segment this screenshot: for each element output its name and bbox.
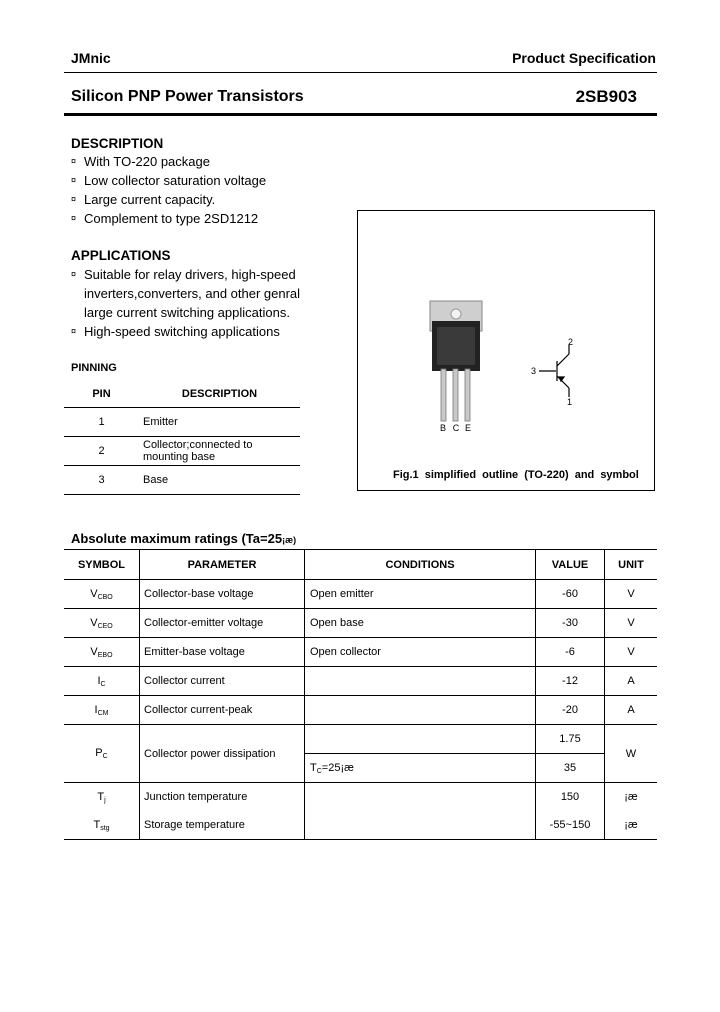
table-row: 1 Emitter — [64, 408, 300, 437]
table-row: $T_{stg}$ Storage temperature -55~150 ¡æ — [64, 811, 657, 840]
bullet-icon: ¤ — [71, 269, 77, 279]
list-item: ¤ High-speed switching applications — [71, 324, 280, 339]
table-row: $V_{CBO}$ Collector-base voltage Open emitter -60 V — [64, 580, 657, 609]
bullet-icon: ¤ — [71, 156, 77, 166]
page-title: Silicon PNP Power Transistors — [71, 88, 304, 105]
pnp-transistor-symbol-icon — [539, 345, 569, 397]
list-item-continued: inverters,converters, and other genral — [84, 286, 301, 301]
description-heading: DESCRIPTION — [71, 136, 164, 151]
table-row: $T_C=25¡æ$ 35 — [64, 754, 657, 783]
lead-label-e: E — [464, 423, 472, 433]
symbol-collector-label: 2 — [568, 337, 574, 347]
table-row: $V_{EBO}$ Emitter-base voltage Open collector -6 V — [64, 638, 657, 667]
symbol-column-header: SYMBOL — [64, 550, 140, 580]
figure-box — [357, 210, 655, 491]
unit-column-header: UNIT — [605, 550, 658, 580]
document-type: Product Specification — [512, 50, 656, 66]
description-column-header: DESCRIPTION — [139, 380, 300, 408]
symbol-base-label: 3 — [531, 366, 537, 376]
pinning-heading: PINNING — [71, 362, 117, 374]
applications-list — [71, 265, 300, 341]
ratings-table — [64, 549, 657, 840]
applications-heading: APPLICATIONS — [71, 248, 171, 263]
list-item: ¤ With TO-220 package — [71, 154, 210, 169]
list-item: ¤ Complement to type 2SD1212 — [71, 211, 259, 226]
table-row: $I_{CM}$ Collector current-peak -20 A — [64, 696, 657, 725]
to220-package-icon — [430, 301, 482, 421]
bullet-icon: ¤ — [71, 213, 77, 223]
table-row: $T_j$ Junction temperature 150 ¡æ — [64, 783, 657, 812]
list-item: ¤ Low collector saturation voltage — [71, 173, 267, 188]
title-rule — [64, 113, 657, 116]
value-column-header: VALUE — [536, 550, 605, 580]
table-row: $P_C$ Collector power dissipation 1.75 W — [64, 725, 657, 754]
table-row: 2 Collector;connected to mounting base — [64, 437, 300, 466]
parameter-column-header: PARAMETER — [140, 550, 305, 580]
list-item: ¤ Suitable for relay drivers, high-speed — [71, 267, 296, 282]
conditions-column-header: CONDITIONS — [305, 550, 536, 580]
table-header-row — [64, 550, 657, 580]
lead-label-b: B — [439, 423, 447, 433]
package-and-symbol-figure — [358, 211, 654, 490]
list-item-continued: large current switching applications. — [84, 305, 290, 320]
brand-name: JMnic — [71, 50, 111, 66]
bullet-icon: ¤ — [71, 175, 77, 185]
lead-label-c: C — [452, 423, 460, 433]
table-row: $I_C$ Collector current -12 A — [64, 667, 657, 696]
list-item: ¤ Large current capacity. — [71, 192, 216, 207]
bullet-icon: ¤ — [71, 194, 77, 204]
description-list — [71, 152, 266, 228]
bullet-icon: ¤ — [71, 326, 77, 336]
part-number: 2SB903 — [575, 87, 637, 106]
table-row: 3 Base — [64, 466, 300, 495]
header-rule — [64, 72, 657, 73]
pin-column-header: PIN — [64, 380, 139, 408]
table-row: $V_{CEO}$ Collector-emitter voltage Open base -30 V — [64, 609, 657, 638]
table-header-row — [64, 380, 300, 408]
symbol-emitter-label: 1 — [567, 397, 573, 407]
ratings-title: Absolute maximum ratings (Ta=25¡æ) — [71, 531, 297, 546]
figure-caption: Fig.1 simplified outline (TO-220) and symbol — [393, 469, 639, 481]
pinning-table — [64, 380, 300, 495]
